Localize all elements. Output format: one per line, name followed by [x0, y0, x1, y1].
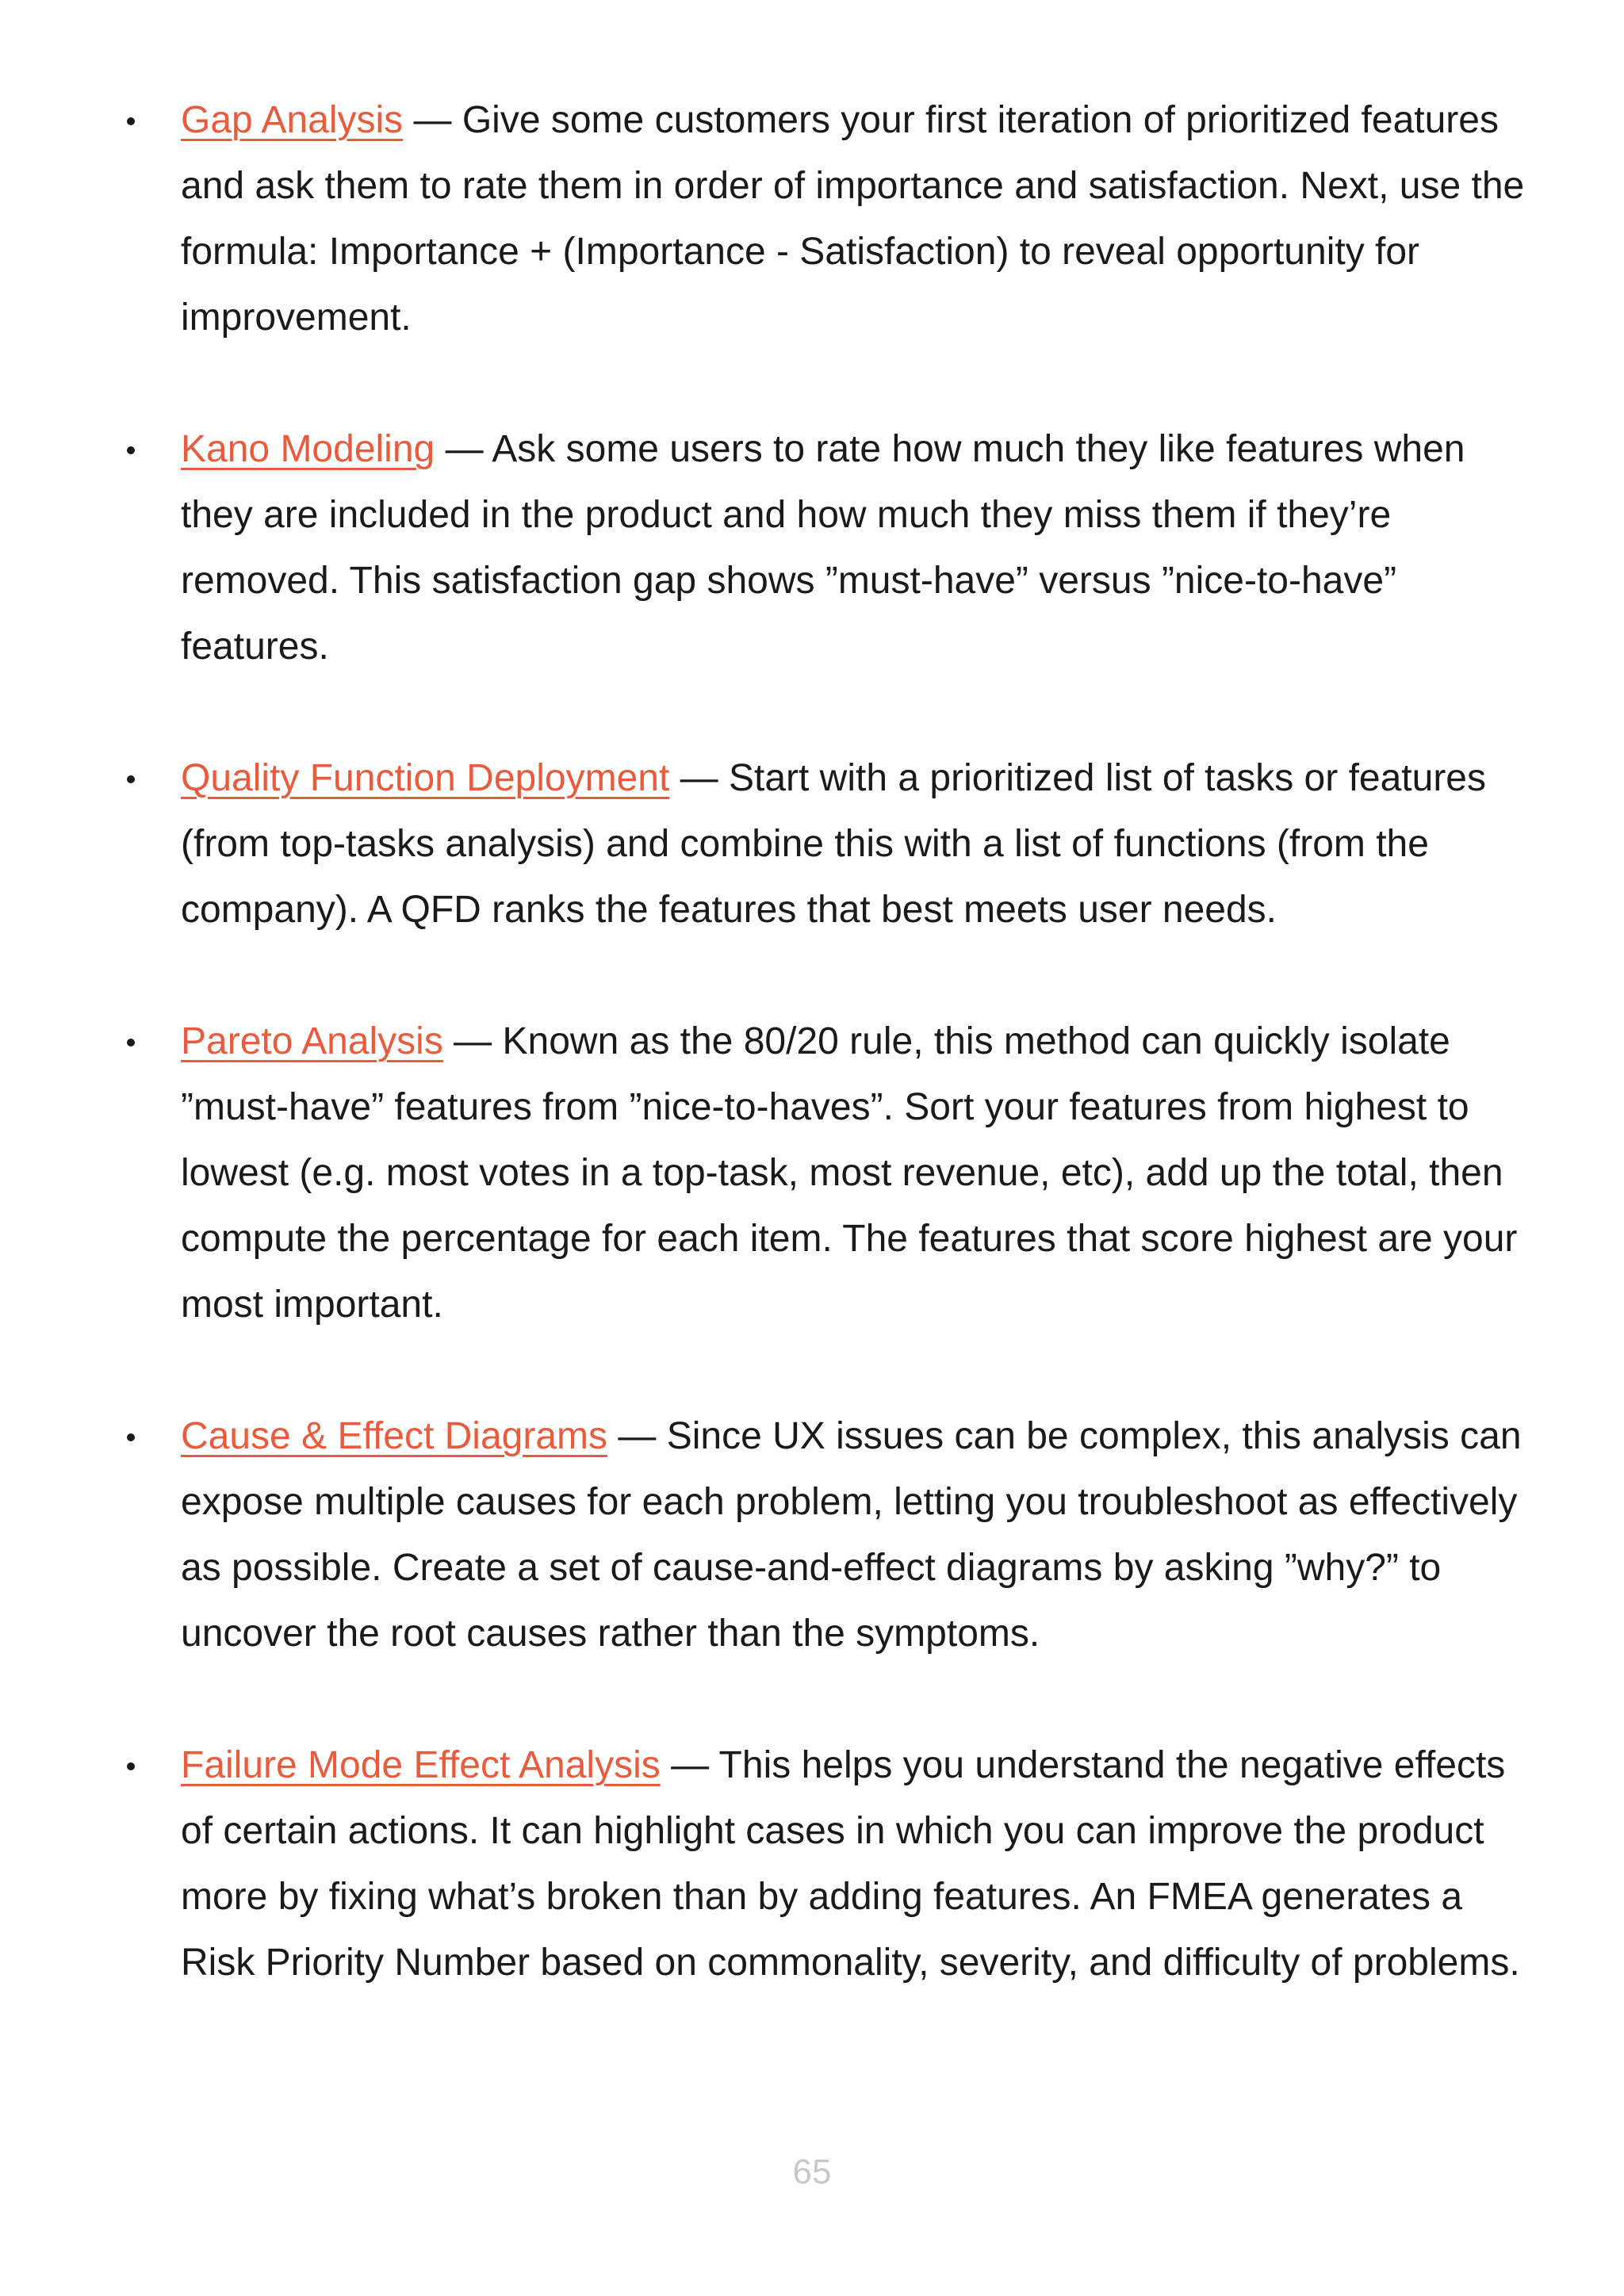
item-description: Start with a prioritized list of tasks or features (from top-tasks analysis) and combine this with a list of functions (from the company). A QFD ranks the features that best meets user needs. — [181, 757, 1486, 931]
item-description: Give some customers your first iteration of prioritized features and ask them to rate them in order of importance and satisfaction. Next, use the formula: Importance + (Importance - Satisfaction) to reveal opportunity for improvement. — [181, 99, 1525, 339]
item-separator: — — [403, 99, 462, 141]
method-list — [127, 87, 1530, 2061]
list-item-failure-mode-effect-analysis — [127, 1732, 1530, 1996]
bullet-icon — [127, 1039, 135, 1047]
item-description: Known as the 80/20 rule, this method can quickly isolate ”must-have” features from ”nice-to-haves”. Sort your features from highest to lowest (e.g. most votes in a top-task, most revenue, etc), add up the total, then compute the percentage for each item. The features that score highest are your most important. — [181, 1020, 1518, 1326]
item-description: Since UX issues can be complex, this analysis can expose multiple causes for each problem, letting you troubleshoot as effectively as possible. Create a set of cause-and-effect diagrams by asking ”why?” to uncover the root causes rather than the symptoms. — [181, 1415, 1522, 1655]
pareto-analysis-link[interactable]: Pareto Analysis — [181, 1020, 443, 1062]
list-item-kano-modeling — [127, 416, 1530, 679]
item-separator: — — [607, 1415, 667, 1457]
item-separator: — — [669, 757, 729, 799]
list-item-gap-analysis — [127, 87, 1530, 350]
list-item-cause-effect-diagrams — [127, 1403, 1530, 1667]
bullet-icon — [127, 117, 135, 125]
bullet-icon — [127, 1433, 135, 1441]
failure-mode-effect-analysis-link[interactable]: Failure Mode Effect Analysis — [181, 1744, 661, 1786]
bullet-icon — [127, 1762, 135, 1770]
bullet-icon — [127, 775, 135, 783]
cause-effect-diagrams-link[interactable]: Cause & Effect Diagrams — [181, 1415, 608, 1457]
gap-analysis-link[interactable]: Gap Analysis — [181, 99, 404, 141]
item-description: Ask some users to rate how much they like features when they are included in the product and how much they miss them if they’re removed. This satisfaction gap shows ”must-have” versus ”nice-to-have” features. — [181, 428, 1465, 668]
item-separator: — — [442, 1020, 503, 1062]
item-separator: — — [435, 428, 492, 470]
quality-function-deployment-link[interactable]: Quality Function Deployment — [181, 757, 670, 799]
list-item-pareto-analysis — [127, 1008, 1530, 1337]
kano-modeling-link[interactable]: Kano Modeling — [181, 428, 435, 470]
page-number: 65 — [792, 2152, 832, 2191]
list-item-quality-function-deployment — [127, 745, 1530, 943]
item-separator: — — [660, 1744, 719, 1786]
item-description: This helps you understand the negative effects of certain actions. It can highlight cases in which you can improve the product more by fixing what’s broken than by adding features. An FMEA generates a Risk Priority Number based on commonality, severity, and difficulty of problems. — [181, 1744, 1520, 1984]
bullet-icon — [127, 446, 135, 454]
